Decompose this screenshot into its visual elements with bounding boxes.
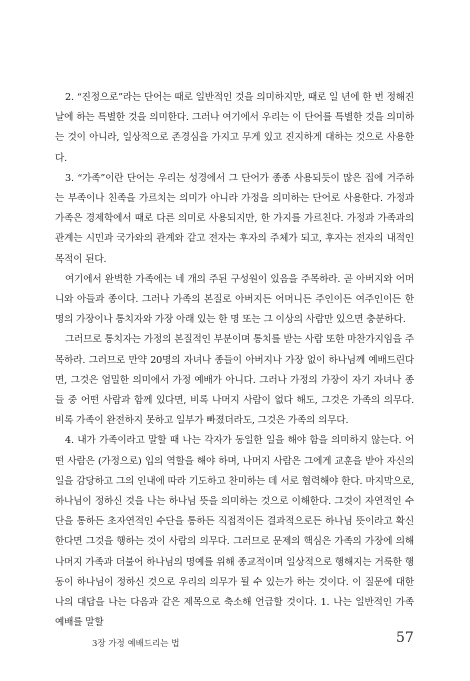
body-text: [55, 88, 414, 633]
paragraph: 4. 내가 가족이라고 말할 때 나는 각자가 동일한 일을 해야 함을 의미하지 않는다. 어떤 사람은 (가정으로) 입의 역할을 해야 하며, 나머지 사람은 그에게 교훈을 받아 자신의 일을 감당하고 그의 인내에 따라 기도하고 찬미하는 데 서로 협력해야 한다. 마지막으로, 하나님이 정하신 것을 나는 하나님 뜻을 의미하는 것으로 이해한다. 그것이 자연적인 수단을 통하든 초자연적인 수단을 통하든 직접적이든 결과적으로든 하나님 뜻이라고 확신한다면 그것을 행하는 것이 사람의 의무다. 그러므로 문제의 핵심은 가족의 가장에 의해 나머지 가족과 더불어 하나님의 명예를 위해 종교적이며 일상적으로 행해지는 거룩한 행동이 하나님이 정하신 것으로 우리의 의무가 될 수 있는가 하는 것이다. 이 질문에 대한 나의 대답을 나는 다음과 같은 제목으로 축소해 언급할 것이다. 1. 나는 일반적인 가족 예배를 말할: [55, 435, 414, 629]
page-number: 57: [396, 630, 414, 646]
paragraph: 2. “진정으로”라는 단어는 때로 일반적인 것을 의미하지만, 때로 일 년에 한 번 정해진 날에 하는 특별한 것을 의미한다. 그러나 여기에서 우리는 이 단어를 특별한 것을 의미하는 것이 아니라, 일상적으로 존경심을 가지고 무게 있고 진지하게 대하는 것으로 사용한다.: [55, 92, 414, 164]
paragraph: 3. “가족”이란 단어는 우리는 성경에서 그 단어가 종종 사용되듯이 많은 집에 거주하는 부족이나 친족을 가르치는 의미가 아니라 가정을 의미하는 단어로 사용한다. 가정과 가족은 경제학에서 때로 다른 의미로 사용되지만, 한 가지를 가르친다. 가정과 가족과의 관계는 시민과 국가와의 관계와 같고 전자는 후자의 주체가 되고, 후자는 전자의 내적인 목적이 된다.: [55, 172, 414, 265]
running-footer-chapter: 3장 가정 예배드리는 법: [92, 639, 180, 649]
paragraph: 여기에서 완벽한 가족에는 네 개의 주된 구성원이 있음을 주목하라. 곧 아버지와 어머니와 아들과 종이다. 그러나 가족의 본질로 아버지든 어머니든 주인이든 여주인이든 한 명의 가장이나 통치자와 가장 아래 있는 한 명 또는 그 이상의 사람만 있으면 충분하다.: [55, 273, 414, 326]
paragraph: 그러므로 통치자는 가정의 본질적인 부분이며 통치를 받는 사람 또한 마찬가지임을 주목하라. 그러므로 만약 20명의 자녀나 종들이 아버지나 가장 없이 하나님께 예배드린다면, 그것은 엄밀한 의미에서 가정 예배가 아니다. 그러나 가정의 가장이 자기 자녀나 종들 중 어떤 사람과 함께 있다면, 비록 나머지 사람이 없다 해도, 그것은 가족의 의무다. 비록 가족이 완전하지 못하고 일부가 빠졌더라도, 그것은 가족의 의무다.: [55, 334, 414, 427]
